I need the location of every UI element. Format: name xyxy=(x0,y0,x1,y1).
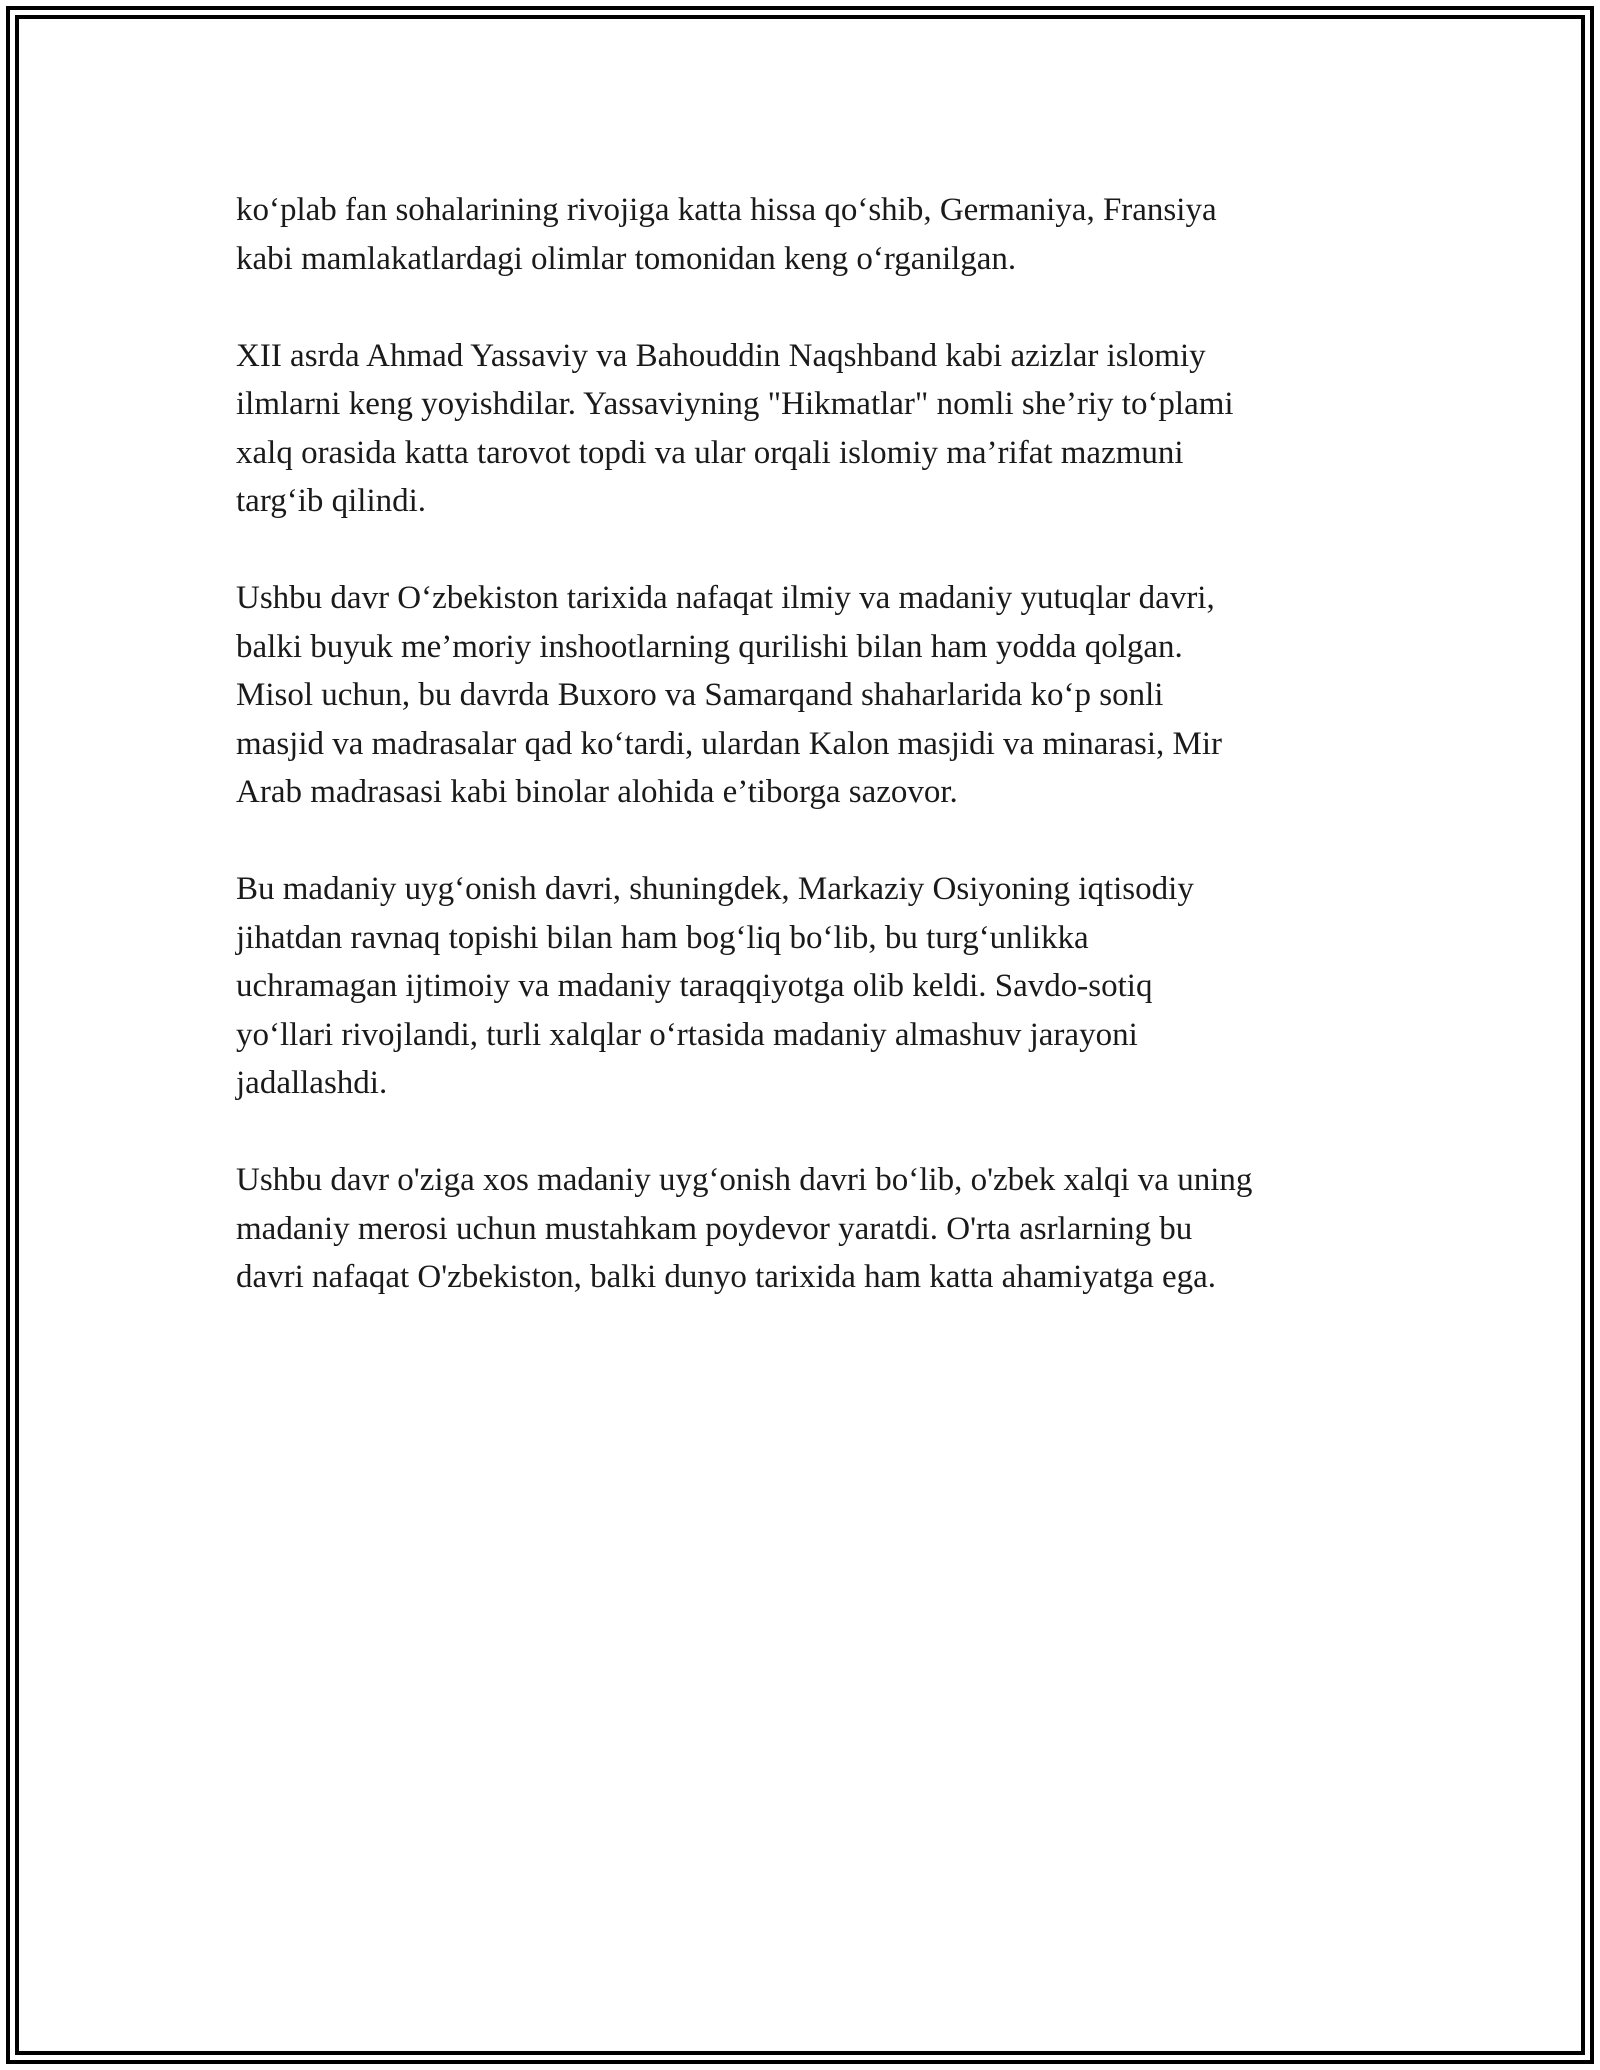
paragraph-3 xyxy=(236,574,1396,817)
document-body xyxy=(236,186,1396,1350)
paragraph-line: Ushbu davr o'ziga xos madaniy uyg‘onish davri bo‘lib, o'zbek xalqi va uning xyxy=(236,1162,1253,1198)
paragraph-line: ko‘plab fan sohalarining rivojiga katta hissa qo‘shib, Germaniya, Fransiya xyxy=(236,192,1217,228)
paragraph-line: kabi mamlakatlardagi olimlar tomonidan keng o‘rganilgan. xyxy=(236,240,1017,277)
paragraph-line: Arab madrasasi kabi binolar alohida e’tiborga sazovor. xyxy=(236,774,958,810)
paragraph-line: balki buyuk me’moriy inshootlarning qurilishi bilan ham yodda qolgan. xyxy=(236,628,1183,665)
paragraph-line: Bu madaniy uyg‘onish davri, shuningdek, Markaziy Osiyoning iqtisodiy xyxy=(236,871,1194,907)
paragraph-line: madaniy merosi uchun mustahkam poydevor yaratdi. O'rta asrlarning bu xyxy=(236,1210,1193,1247)
paragraph-1 xyxy=(236,186,1396,283)
paragraph-line: jadallashdi. xyxy=(236,1065,388,1101)
paragraph-line: jihatdan ravnaq topishi bilan ham bog‘liq bo‘lib, bu turg‘unlikka xyxy=(236,919,1089,956)
paragraph-line: davri nafaqat O'zbekiston, balki dunyo tarixida ham katta ahamiyatga ega. xyxy=(236,1259,1217,1295)
paragraph-line: ilmlarni keng yoyishdilar. Yassaviyning "Hikmatlar" nomli she’riy to‘plami xyxy=(236,386,1234,422)
paragraph-line: yo‘llari rivojlandi, turli xalqlar o‘rtasida madaniy almashuv jarayoni xyxy=(236,1016,1138,1053)
paragraph-2 xyxy=(236,332,1396,526)
paragraph-4 xyxy=(236,865,1396,1108)
paragraph-line: uchramagan ijtimoiy va madaniy taraqqiyotga olib keldi. Savdo-sotiq xyxy=(236,968,1153,1004)
paragraph-5 xyxy=(236,1156,1396,1302)
paragraph-line: Ushbu davr O‘zbekiston tarixida nafaqat ilmiy va madaniy yutuqlar davri, xyxy=(236,580,1215,616)
paragraph-line: xalq orasida katta tarovot topdi va ular orqali islomiy ma’rifat mazmuni xyxy=(236,434,1184,471)
paragraph-line: Misol uchun, bu davrda Buxoro va Samarqand shaharlarida ko‘p sonli xyxy=(236,677,1164,713)
paragraph-line: masjid va madrasalar qad ko‘tardi, ulardan Kalon masjidi va minarasi, Mir xyxy=(236,725,1223,762)
paragraph-line: targ‘ib qilindi. xyxy=(236,483,427,519)
paragraph-line: XII asrda Ahmad Yassaviy va Bahouddin Naqshband kabi azizlar islomiy xyxy=(236,337,1206,374)
